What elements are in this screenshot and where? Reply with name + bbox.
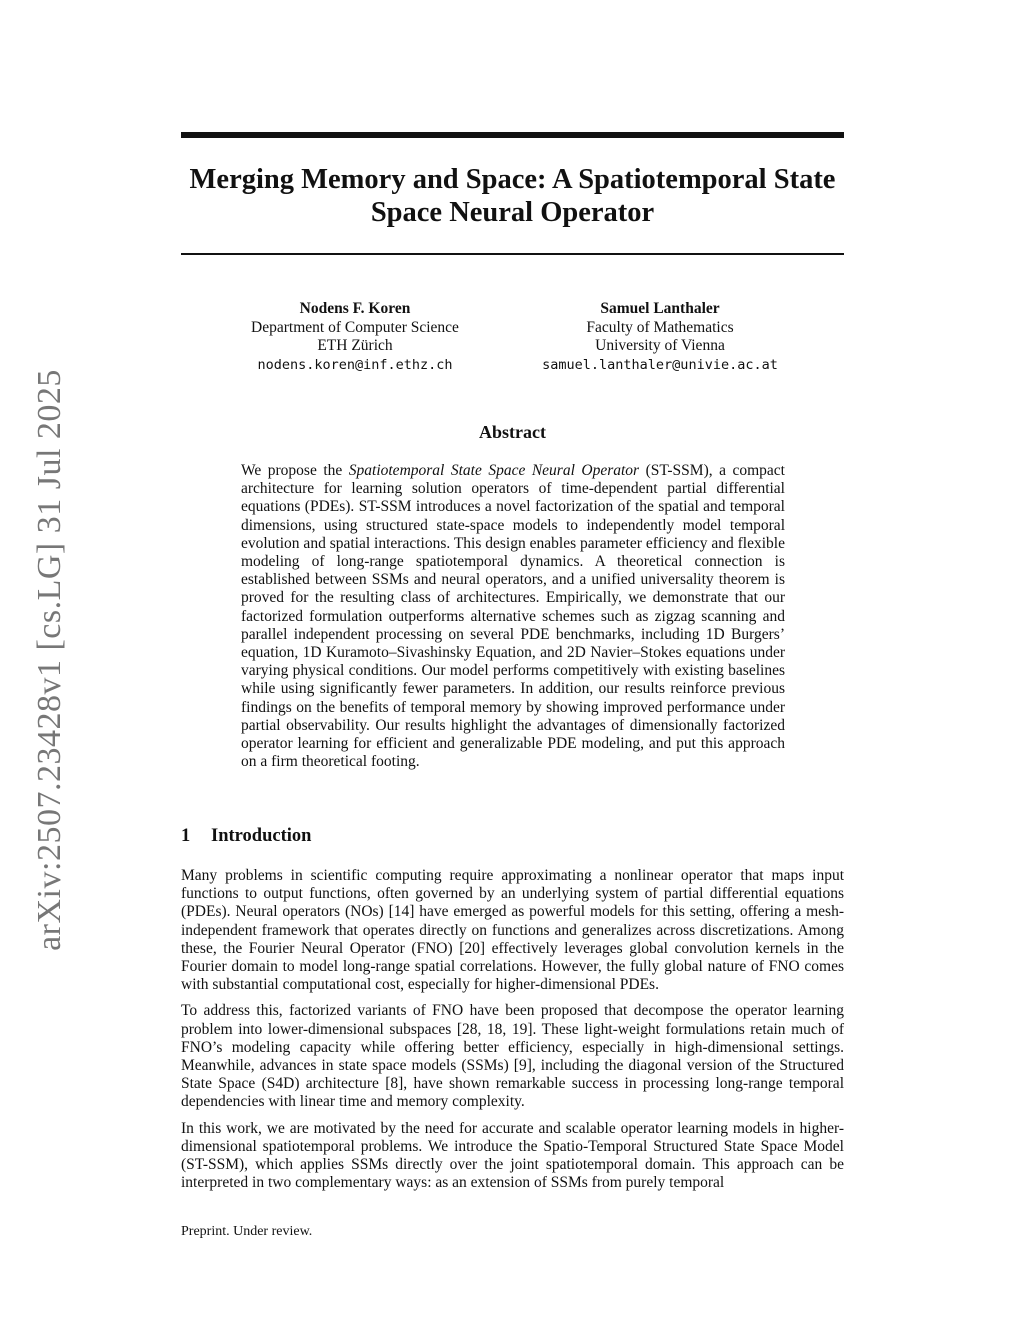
author-email[interactable]: nodens.koren@inf.ethz.ch — [257, 356, 453, 373]
abstract-lead: We propose the — [241, 462, 349, 479]
abstract-text — [241, 462, 785, 771]
abstract-term: Spatiotemporal State Space Neural Operator — [348, 462, 640, 479]
intro-paragraph-3: In this work, we are motivated by the need for accurate and scalable operator learning models in higher-dimensional spatiotemporal problems. We introduce the Spatio-Temporal Structured State Space Model (ST-SSM), which applies SSMs directly over the joint spatiotemporal domain. This approach can be interpreted in two complementary ways: as an extension of SSMs from purely temporal — [181, 1119, 844, 1192]
author-name: Samuel Lanthaler — [600, 300, 720, 317]
author-institution: ETH Zürich — [317, 337, 393, 354]
section-heading — [181, 826, 311, 847]
abstract-rest: (ST-SSM), a compact architecture for learning solution operators of time-dependent partial differential equations (PDEs). ST-SSM introduces a novel factorization of the spatial and temporal dimensions, using structured state-space models to independently model temporal evolution and spatial interactions. This design enables parameter efficiency and flexible modeling of long-range spatiotemporal dynamics. A theoretical connection is established between SSMs and neural operators, and a unified universality theorem is proved for the resulting class of architectures. Empirically, we demonstrate that our factorized formulation outperforms alternative schemes such as zigzag scanning and parallel independent processing on several PDE benchmarks, including 1D Burgers’ equation, 1D Kuramoto–Sivashinsky Equation, and 2D Navier–Stokes equations under varying physical conditions. Our model performs competitively with existing baselines while using significantly fewer parameters. In addition, our results reinforce previous findings on the benefits of temporal memory by showing improved performance under partial observability. Our results highlight the advantages of dimensionally factorized operator learning for efficient and generalizable PDE modeling, and put this approach on a firm theoretical footing. — [241, 462, 785, 771]
author-department: Department of Computer Science — [251, 318, 459, 336]
author-name: Nodens F. Koren — [299, 300, 411, 317]
title-bottom-rule — [181, 253, 844, 255]
abstract-heading: Abstract — [479, 422, 546, 442]
intro-paragraph-1: Many problems in scientific computing require approximating a nonlinear operator that maps input functions to output functions, often governed by an underlying system of partial differential equations (PDEs). Neural operators (NOs) [14] have emerged as powerful models for this setting, offering a mesh-independent framework that operates directly on functions and generalizes across discretizations. Among these, the Fourier Neural Operator (FNO) [20] effectively leverages global convolution kernels in the Fourier domain to model long-range spatial correlations. However, the fully global nature of FNO comes with substantial computational cost, especially for higher-dimensional PDEs. — [181, 867, 844, 994]
author-institution: University of Vienna — [595, 337, 725, 354]
section-title: Introduction — [211, 826, 312, 846]
author-email[interactable]: samuel.lanthaler@univie.ac.at — [542, 356, 778, 373]
preprint-footer: Preprint. Under review. — [181, 1224, 313, 1239]
arxiv-identifier-stamp: arXiv:2507.23428v1 [cs.LG] 31 Jul 2025 — [31, 369, 68, 951]
paper-title: Merging Memory and Space: A Spatiotemporal State Space Neural Operator — [189, 164, 836, 228]
author-department: Faculty of Mathematics — [586, 318, 734, 336]
author-block-1 — [230, 300, 480, 374]
introduction-body — [181, 867, 844, 1200]
title-top-rule — [181, 132, 844, 138]
intro-paragraph-2: To address this, factorized variants of FNO have been proposed that decompose the operator learning problem into lower-dimensional subspaces [28, 18, 19]. These light-weight formulations retain much of FNO’s modeling capacity while offering better efficiency, especially in high-dimensional settings. Meanwhile, advances in state space models (SSMs) [9], including the diagonal version of the Structured State Space (S4D) architecture [8], have shown remarkable success in processing long-range temporal dependencies with linear time and memory complexity. — [181, 1002, 844, 1111]
author-block-2 — [520, 300, 800, 374]
section-number: 1 — [181, 826, 191, 846]
